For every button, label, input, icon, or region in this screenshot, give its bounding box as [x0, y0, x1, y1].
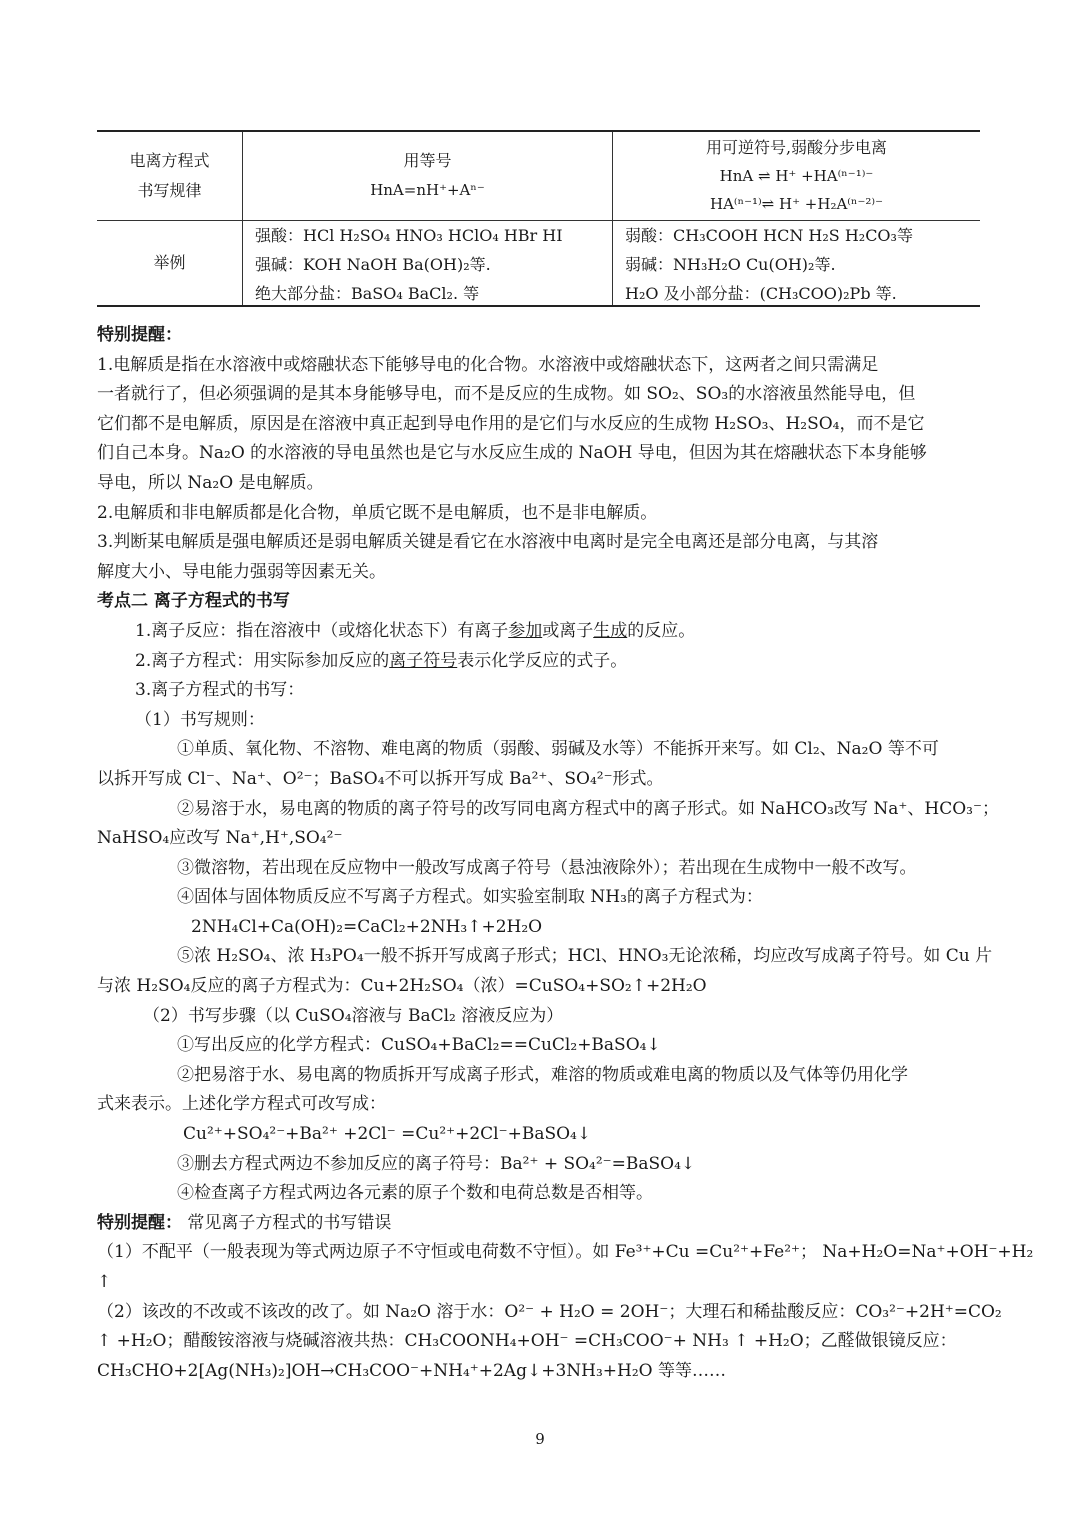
weak-electrolyte-cell [612, 132, 980, 220]
example-line: 绝大部分盐：BaSO₄ BaCl₂. 等 [255, 284, 480, 303]
example-line: 强碱：KOH NaOH Ba(OH)₂等. [255, 255, 491, 274]
equation-line: 2NH₄Cl+Ca(OH)₂=CaCl₂+2NH₃↑+2H₂O [191, 916, 543, 937]
paragraph-line: ①写出反应的化学方程式：CuSO₄+BaCl₂==CuCl₂+BaSO₄↓ [177, 1035, 661, 1056]
ionization-formula: HnA ⇌ H⁺ +HA⁽ⁿ⁻¹⁾⁻ [719, 167, 874, 185]
paragraph-line: ②把易溶于水、易电离的物质拆开写成离子形式，难溶的物质或难电离的物质以及气体等仍用化学 [177, 1064, 908, 1085]
paragraph-line [97, 1209, 982, 1239]
section-heading: 考点二 离子方程式的书写 [97, 591, 290, 612]
paragraph-line: 2.电解质和非电解质都是化合物，单质它既不是电解质，也不是非电解质。 [97, 502, 658, 523]
paragraph-line: ↑ +H₂O；醋酸铵溶液与烧碱溶液共热：CH₃COONH₄+OH⁻ =CH₃COO⁻+ NH₃ ↑ +H₂O；乙醛做银镜反应： [97, 1331, 957, 1352]
underlined-term: 离子符号 [389, 650, 458, 671]
strong-electrolyte-cell [242, 132, 612, 220]
paragraph-line: ↑ [97, 1272, 112, 1292]
paragraph-line: 它们都不是电解质，原因是在溶液中真正起到导电作用的是它们与水反应的生成物 H₂SO₃、H₂SO₄，而不是它 [97, 413, 925, 434]
example-line: 弱酸：CH₃COOH HCN H₂S H₂CO₃等 [625, 226, 913, 245]
section-note-heading: 特别提醒： [97, 325, 182, 345]
paragraph-line [97, 617, 982, 647]
paragraph-line: 导电，所以 Na₂O 是电解质。 [97, 472, 324, 493]
paragraph-line: 解度大小、导电能力强弱等因素无关。 [97, 561, 386, 582]
paragraph-line: NaHSO₄应改写 Na⁺,H⁺,SO₄²⁻ [97, 828, 343, 849]
paragraph-line: 以拆开写成 Cl⁻、Na⁺、O²⁻；BaSO₄不可以拆开写成 Ba²⁺、SO₄²⁻形式。 [97, 768, 664, 789]
text-run: 表示化学反应的式子。 [457, 650, 628, 671]
paragraph-line: 1.电解质是指在水溶液中或熔融状态下能够导电的化合物。水溶液中或熔融状态下，这两者之间只需满足 [97, 354, 879, 375]
text-run: 或离子 [542, 620, 594, 641]
paragraph-line: ④检查离子方程式两边各元素的原子个数和电荷总数是否相等。 [177, 1183, 653, 1204]
ionization-formula: HA⁽ⁿ⁻¹⁾⇌ H⁺ +H₂A⁽ⁿ⁻²⁾⁻ [709, 195, 883, 213]
paragraph-line: （2）该改的不改或不该改的改了。如 Na₂O 溶于水：O²⁻ + H₂O = 2OH⁻；大理石和稀盐酸反应：CO₃²⁻+2H⁺=CO₂ [97, 1301, 1002, 1322]
example-line: 弱碱：NH₃H₂O Cu(OH)₂等. [625, 255, 836, 274]
underlined-term: 生成 [593, 620, 628, 641]
table-row [97, 220, 980, 305]
header-line: 举例 [153, 253, 186, 272]
paragraph-line [97, 647, 982, 677]
ionization-formula: HnA=nH⁺+Aⁿ⁻ [370, 181, 485, 199]
paragraph-line: （1）不配平（一般表现为等式两边原子不守恒或电荷数不守恒）。如 Fe³⁺+Cu =Cu²⁺+Fe²⁺； Na+H₂O=Na⁺+OH⁻+H₂ [97, 1242, 1034, 1263]
underlined-term: 参加 [508, 620, 543, 641]
row-header [97, 221, 242, 305]
paragraph-line: （2）书写步骤（以 CuSO₄溶液与 BaCl₂ 溶液反应为） [143, 1005, 564, 1026]
paragraph-line: ⑤浓 H₂SO₄、浓 H₃PO₄一般不拆开写成离子形式；HCl、HNO₃无论浓稀，均应改写成离子符号。如 Cu 片 [177, 946, 993, 967]
paragraph-line: CH₃CHO+2[Ag(NH₃)₂]OH→CH₃COO⁻+NH₄⁺+2Ag↓+3NH₃+H₂O 等等…… [97, 1360, 726, 1381]
paragraph-line: （1）书写规则： [135, 709, 265, 730]
text-run: 常见离子方程式的书写错误 [182, 1212, 392, 1233]
cell-title: 用等号 [403, 151, 452, 170]
note-label: 特别提醒： [97, 1212, 182, 1233]
row-header [97, 132, 242, 220]
paragraph-line: 3.离子方程式的书写： [135, 680, 305, 701]
header-line: 书写规律 [137, 181, 202, 200]
header-line: 电离方程式 [129, 151, 210, 170]
weak-examples-cell [612, 221, 980, 305]
paragraph-line: 式来表示。上述化学方程式可改写成： [97, 1094, 386, 1115]
page-number: 9 [535, 1430, 545, 1448]
paragraph-line: ④固体与固体物质反应不写离子方程式。如实验室制取 NH₃的离子方程式为： [177, 887, 763, 908]
document-body [97, 321, 1034, 1386]
text-run: 的反应。 [627, 620, 696, 641]
example-line: 强酸：HCl H₂SO₄ HNO₃ HClO₄ HBr HI [255, 226, 563, 245]
paragraph-line: ②易溶于水，易电离的物质的离子符号的改写同电离方程式中的离子形式。如 NaHCO₃改写 Na⁺、HCO₃⁻； [177, 798, 999, 819]
text-run: 2.离子方程式：用实际参加反应的 [135, 650, 390, 671]
example-line: H₂O 及小部分盐：(CH₃COO)₂Pb 等. [625, 284, 897, 303]
ionization-table [97, 130, 980, 307]
text-run: 1.离子反应：指在溶液中（或熔化状态下）有离子 [135, 620, 509, 641]
table-row [97, 132, 980, 220]
strong-examples-cell [242, 221, 612, 305]
paragraph-line: 们自己本身。Na₂O 的水溶液的导电虽然也是它与水反应生成的 NaOH 导电，但因为其在熔融状态下本身能够 [97, 443, 927, 464]
paragraph-line: ①单质、氧化物、不溶物、难电离的物质（弱酸、弱碱及水等）不能拆开来写。如 Cl₂、Na₂O 等不可 [177, 739, 939, 760]
paragraph-line: 3.判断某电解质是强电解质还是弱电解质关键是看它在水溶液中电离时是完全电离还是部分电离，与其溶 [97, 532, 879, 553]
paragraph-line: 一者就行了，但必须强调的是其本身能够导电，而不是反应的生成物。如 SO₂、SO₃的水溶液虽然能导电，但 [97, 384, 916, 405]
paragraph-line: 与浓 H₂SO₄反应的离子方程式为：Cu+2H₂SO₄（浓）=CuSO₄+SO₂↑+2H₂O [97, 976, 707, 997]
equation-line: Cu²⁺+SO₄²⁻+Ba²⁺ +2Cl⁻ =Cu²⁺+2Cl⁻+BaSO₄↓ [183, 1124, 592, 1145]
paragraph-line: ③微溶物，若出现在反应物中一般改写成离子符号（悬浊液除外）；若出现在生成物中一般不改写。 [177, 857, 917, 878]
paragraph-line: ③删去方程式两边不参加反应的离子符号：Ba²⁺ + SO₄²⁻=BaSO₄↓ [177, 1153, 696, 1174]
cell-title: 用可逆符号,弱酸分步电离 [705, 138, 888, 157]
